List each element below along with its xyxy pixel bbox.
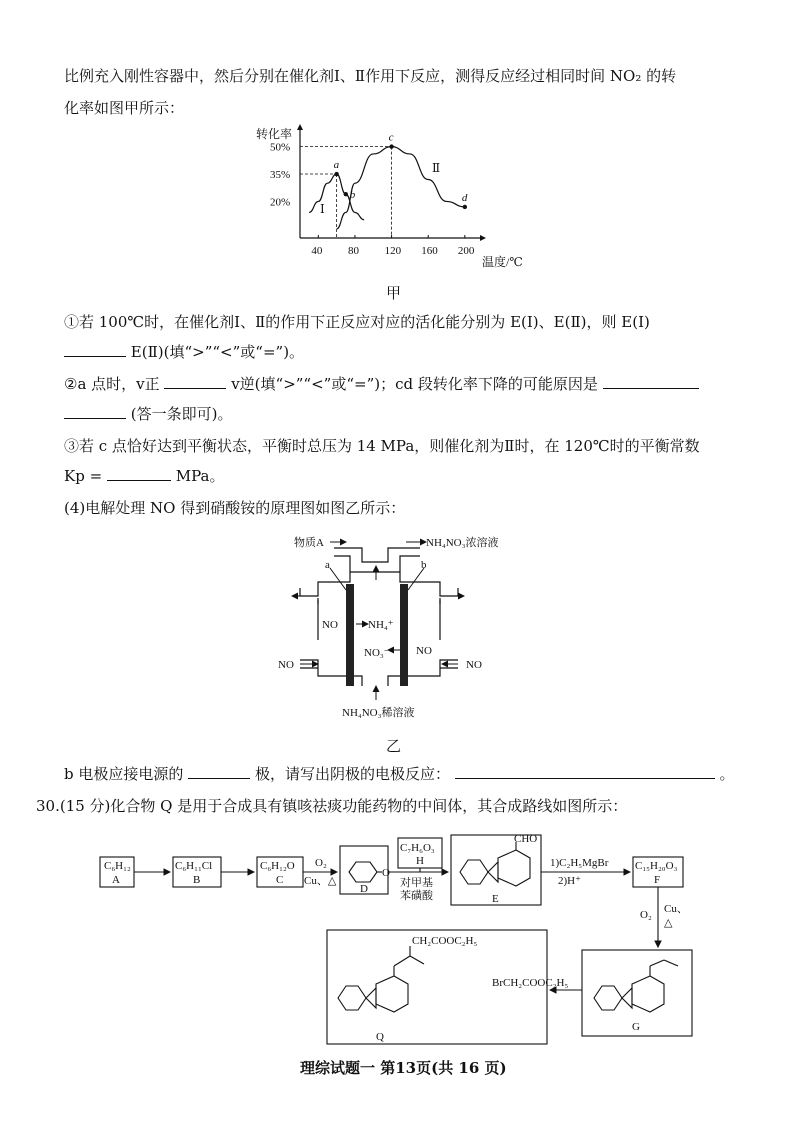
x-tick-label: 40: [311, 245, 323, 257]
cond-HE-2: 苯磺酸: [400, 890, 433, 902]
chart-caption: 甲: [386, 284, 402, 302]
y-axis-arrow: [297, 124, 303, 130]
chart-xlabel: 温度/℃: [482, 255, 523, 269]
intro-line-2: 化率如图甲所示：: [64, 99, 185, 117]
Q-sub: CH₂COOC₂H₅: [412, 935, 478, 947]
electrolysis-diagram: [270, 528, 500, 724]
label-electrode-a: a: [325, 559, 330, 571]
x-tick-label: 120: [384, 245, 402, 257]
E-label: E: [492, 893, 499, 905]
D-label: D: [360, 883, 368, 895]
point-label-b: b: [349, 189, 356, 202]
label-no3: NO₃⁻: [364, 647, 390, 659]
q5-text-c: 。: [719, 765, 735, 783]
q5-text-b: 极，请写出阴极的电极反应：: [254, 765, 450, 783]
q2-text-c: (答一条即可)。: [130, 405, 233, 423]
label-no-in-right: NO: [466, 659, 482, 671]
A-label: A: [112, 874, 120, 886]
q3-blank[interactable]: [107, 466, 171, 481]
synthesis-route: [90, 830, 740, 1050]
Q-label: Q: [376, 1031, 384, 1043]
cond-CD-top: O₂: [315, 857, 327, 869]
F-formula: C₁₅H₂₀O₃: [635, 860, 678, 872]
q2-text-b: v逆(填“>”“<”或“=”)；cd 段转化率下降的可能原因是: [231, 375, 598, 393]
label-dilute-solution: NH₄NO₃稀溶液: [342, 707, 415, 719]
label-nh4: NH₄⁺: [368, 619, 394, 631]
page-footer: 理综试题一 第13页(共 16 页): [300, 1059, 507, 1077]
q3-text-b: Kp =: [64, 467, 103, 485]
G-label: G: [632, 1021, 640, 1033]
x-axis-arrow: [480, 235, 486, 241]
point-label-d: d: [461, 191, 468, 204]
label-substance-a: 物质A: [294, 537, 324, 549]
q5-line: [64, 764, 735, 784]
x-tick-label: 160: [421, 245, 438, 257]
A-formula: C₆H₁₂: [104, 860, 131, 872]
B-formula: C₆H₁₁Cl: [175, 860, 213, 872]
label-no-left: NO: [322, 619, 338, 631]
B-label: B: [193, 874, 201, 886]
q5-blank-2[interactable]: [455, 764, 715, 779]
cond-EF-2: 2)H⁺: [558, 875, 581, 887]
series-label-II: Ⅱ: [432, 161, 441, 175]
electrode-b: [400, 584, 408, 686]
label-no-right: NO: [416, 645, 432, 657]
q3-text-a: ③若 c 点恰好达到平衡状态，平衡时总压为 14 MPa，则催化剂为Ⅱ时，在 120℃时的平衡常数: [64, 437, 700, 455]
D-O: O: [382, 867, 390, 879]
q1-text-b: E(Ⅱ)(填“>”“<”或“=”)。: [130, 343, 305, 361]
point-d: [463, 205, 467, 209]
label-electrode-b: b: [421, 559, 427, 571]
C-label: C: [276, 874, 284, 886]
cond-HE-1: 对甲基: [400, 877, 433, 889]
H-formula: C₇H₆O₃: [400, 842, 435, 854]
q1-blank[interactable]: [64, 342, 126, 357]
y-tick-label: 20%: [270, 196, 291, 209]
y-tick-label: 50%: [270, 141, 291, 154]
q1-text-a: ①若 100℃时，在催化剂Ⅰ、Ⅱ的作用下正反应对应的活化能分别为 E(Ⅰ)、E(Ⅱ)，则 E(Ⅰ): [64, 313, 650, 331]
q2-text-a: ②a 点时，v正: [64, 375, 160, 393]
cond-CD-bot: Cu、△: [304, 875, 337, 887]
point-label-a: a: [333, 159, 340, 172]
cond-GQ: BrCH₂COOC₂H₅: [492, 977, 569, 989]
label-no-in-left: NO: [278, 659, 294, 671]
q5-blank-1[interactable]: [188, 764, 250, 779]
chart-ticks: [270, 142, 475, 257]
q3-text-c: MPa。: [175, 467, 225, 485]
q5-text-a: b 电极应接电源的: [64, 765, 184, 783]
x-tick-label: 80: [347, 245, 359, 257]
H-label: H: [416, 855, 424, 867]
q2-blank-2[interactable]: [603, 374, 699, 389]
point-label-c: c: [388, 131, 394, 144]
electrode-a: [346, 584, 354, 686]
q2-line-1: [64, 374, 699, 394]
E-cho: CHO: [514, 833, 538, 845]
cond-EF-1: 1)C₂H₅MgBr: [550, 857, 609, 869]
q1-line-2: [64, 342, 304, 362]
cell-caption: 乙: [386, 737, 402, 755]
point-b: [344, 192, 348, 196]
q30-text: 30.(15 分)化合物 Q 是用于合成具有镇咳祛痰功能药物的中间体，其合成路线如图所示：: [36, 797, 628, 815]
chart-ylabel: 转化率: [256, 127, 293, 141]
C-formula: C₆H₁₂O: [260, 860, 295, 872]
series-label-I: Ⅰ: [320, 202, 325, 216]
conversion-chart: [240, 120, 540, 300]
q3-line-2: [64, 466, 224, 486]
q2-blank-3[interactable]: [64, 404, 126, 419]
cond-FG-1: O₂: [640, 909, 652, 921]
q2-blank-1[interactable]: [164, 374, 226, 389]
cond-FG-2: Cu、: [664, 903, 688, 915]
x-tick-label: 200: [457, 245, 475, 257]
chart-curves: [309, 147, 465, 229]
q2-line-2: [64, 404, 233, 424]
cond-FG-3: △: [664, 917, 673, 929]
series-line-1: [337, 147, 465, 229]
intro-line-1: 比例充入刚性容器中，然后分别在催化剂Ⅰ、Ⅱ作用下反应，测得反应经过相同时间 NO₂ 的转: [64, 67, 677, 85]
q4-text: (4)电解处理 NO 得到硝酸铵的原理图如图乙所示：: [64, 499, 406, 517]
F-label: F: [654, 874, 661, 886]
y-tick-label: 35%: [270, 169, 291, 182]
label-conc-solution: NH₄NO₃浓溶液: [426, 537, 499, 549]
